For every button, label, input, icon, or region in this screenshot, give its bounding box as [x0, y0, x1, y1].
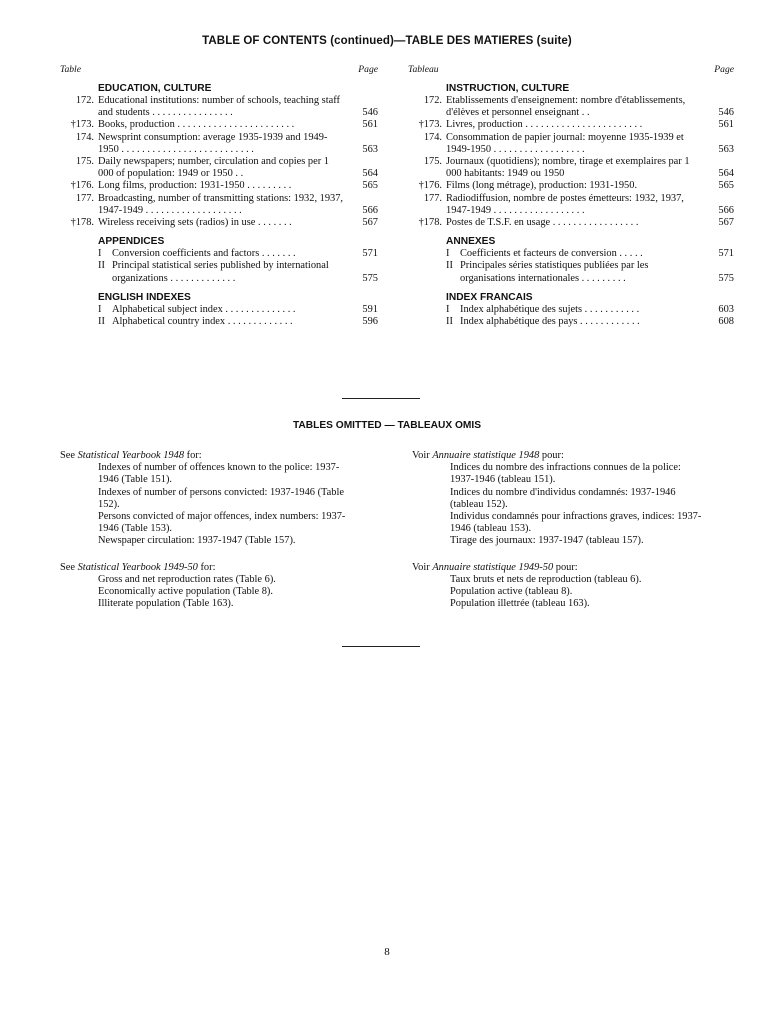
entry-page: 575	[718, 272, 734, 284]
entry-number: II	[446, 316, 453, 328]
toc-entry	[60, 217, 378, 229]
entry-page: 603	[718, 303, 734, 315]
toc-entry	[408, 132, 734, 156]
entry-number: 174.	[75, 131, 94, 143]
toc-entry	[408, 119, 734, 131]
entry-title: Index alphabétique des sujets . . . . . . . . . . .	[460, 303, 640, 315]
entry-number: II	[446, 260, 453, 272]
toc-entry	[408, 316, 734, 328]
toc-section	[60, 82, 378, 229]
entry-title: Conversion coefficients and factors . . . . . . .	[112, 248, 296, 260]
entry-number: †178.	[70, 217, 94, 229]
entry-title: Wireless receiving sets (radios) in use . . . . . . .	[98, 217, 292, 229]
entry-page: 566	[362, 204, 378, 216]
omitted-intro	[412, 562, 702, 574]
entry-number: 175.	[423, 156, 442, 168]
entry-title: Index alphabétique des pays . . . . . . . . . . . .	[460, 316, 640, 328]
toc-entry	[408, 95, 734, 119]
entry-title: Alphabetical subject index . . . . . . . . . . . . . .	[112, 303, 296, 315]
toc-entry	[60, 316, 378, 328]
toc-entry	[60, 248, 378, 260]
section-title: INSTRUCTION, CULTURE	[446, 83, 570, 94]
entry-number: †173.	[70, 119, 94, 131]
entry-number: 174.	[423, 131, 442, 143]
entry-number: I	[446, 303, 450, 315]
omitted-group	[60, 450, 350, 548]
toc-entry	[60, 304, 378, 316]
entry-number: II	[98, 260, 105, 272]
entry-number: †178.	[418, 217, 442, 229]
section-title: EDUCATION, CULTURE	[98, 83, 212, 94]
entry-page: 566	[718, 204, 734, 216]
page-number: 8	[384, 946, 390, 958]
entry-page: 563	[362, 143, 378, 155]
toc-section	[60, 291, 378, 328]
toc-entry	[60, 193, 378, 217]
omitted-list-english	[60, 450, 350, 624]
omitted-intro	[60, 562, 350, 574]
omitted-item: Population active (tableau 8).	[450, 586, 573, 598]
omitted-item: Individus condamnés pour infractions graves, indices: 1937-1946 (tableau 153).	[450, 511, 702, 535]
entry-page: 561	[718, 119, 734, 131]
entry-title: Consommation de papier journal: moyenne 1935-1939 et 1949-1950 . . . . . . . . . . . . . . . . . .	[446, 131, 684, 155]
omitted-item: Population illettrée (tableau 163).	[450, 598, 590, 610]
entry-page: 565	[718, 180, 734, 192]
omitted-item: Indexes of number of persons convicted: 1937-1946 (Table 152).	[98, 486, 344, 510]
entry-number: I	[98, 303, 102, 315]
intro-text: pour:	[553, 561, 578, 573]
omitted-list-french	[412, 450, 702, 624]
entry-page: 571	[718, 248, 734, 260]
entry-title: Journaux (quotidiens); nombre, tirage et exemplaires par 1 000 habitants: 1949 ou 1950	[446, 156, 690, 180]
entry-number: †176.	[418, 180, 442, 192]
entry-title: Alphabetical country index . . . . . . . . . . . . .	[112, 316, 293, 328]
entry-number: II	[98, 316, 105, 328]
entry-title: Long films, production: 1931-1950 . . . . . . . . .	[98, 180, 292, 192]
entry-page: 575	[362, 272, 378, 284]
entry-number: †173.	[418, 119, 442, 131]
intro-text: See	[60, 561, 78, 573]
entry-title: Postes de T.S.F. en usage . . . . . . . . . . . . . . . . .	[446, 217, 639, 229]
entry-number: 177.	[423, 192, 442, 204]
page-label: Page	[714, 64, 734, 75]
entry-title: Newsprint consumption: average 1935-1939 and 1949-1950 . . . . . . . . . . . . . . . . . . . . . . . . . .	[98, 131, 328, 155]
omitted-intro	[60, 450, 350, 462]
entry-title: Daily newspapers; number, circulation and copies per 1 000 of population: 1949 or 1950 . .	[98, 156, 329, 180]
intro-text: for:	[184, 450, 202, 461]
toc-section	[408, 291, 734, 328]
entry-number: I	[98, 248, 102, 260]
omitted-group	[60, 562, 350, 611]
omitted-item: Economically active population (Table 8).	[98, 586, 273, 598]
entry-title: Livres, production . . . . . . . . . . . . . . . . . . . . . . .	[446, 119, 643, 131]
toc-entry	[60, 156, 378, 180]
entry-title: Principal statistical series published by international organizations . . . . . . . . . . . . .	[112, 260, 329, 284]
omitted-item: Indices du nombre d'individus condamnés: 1937-1946 (tableau 152).	[450, 486, 676, 510]
toc-entry	[408, 304, 734, 316]
entry-page: 565	[362, 180, 378, 192]
entry-title: Broadcasting, number of transmitting stations: 1932, 1937, 1947-1949 . . . . . . . . . . . . . . . . . . .	[98, 192, 344, 216]
toc-entry	[60, 180, 378, 192]
entry-number: I	[446, 248, 450, 260]
entry-page: 591	[362, 303, 378, 315]
toc-entry	[408, 248, 734, 260]
toc-entry	[408, 217, 734, 229]
intro-text: Voir	[412, 561, 433, 573]
entry-page: 564	[362, 168, 378, 180]
toc-section	[408, 82, 734, 229]
entry-title: Principales séries statistiques publiées par les organisations internationales . . . . . . . . .	[460, 260, 649, 284]
omitted-item: Illiterate population (Table 163).	[98, 598, 234, 610]
toc-entry	[408, 193, 734, 217]
entry-page: 567	[362, 217, 378, 229]
entry-number: 172.	[75, 95, 94, 106]
intro-text: pour:	[539, 450, 564, 461]
yearbook-title: Statistical Yearbook 1949-50	[77, 561, 198, 573]
toc-column-french	[408, 64, 734, 334]
entry-title: Etablissements d'enseignement: nombre d'établissements, d'élèves et personnel enseignant . .	[446, 95, 686, 119]
intro-text: Voir	[412, 450, 433, 461]
omitted-item: Taux bruts et nets de reproduction (tableau 6).	[450, 573, 642, 585]
page-title: TABLE OF CONTENTS (continued)—TABLE DES MATIERES (suite)	[202, 35, 572, 47]
entry-title: Books, production . . . . . . . . . . . . . . . . . . . . . . .	[98, 119, 295, 131]
toc-entry	[408, 260, 734, 284]
column-header	[408, 64, 734, 82]
yearbook-title: Statistical Yearbook 1948	[77, 450, 185, 461]
toc-column-english	[60, 64, 378, 334]
table-label: Tableau	[408, 64, 439, 75]
entry-number: 175.	[75, 156, 94, 168]
entry-title: Radiodiffusion, nombre de postes émetteurs: 1932, 1937, 1947-1949 . . . . . . . . . . . . . . . . . .	[446, 192, 684, 216]
omitted-item: Tirage des journaux: 1937-1947 (tableau 157).	[450, 535, 644, 547]
section-title: INDEX FRANCAIS	[446, 291, 533, 303]
yearbook-title: Annuaire statistique 1948	[432, 450, 540, 461]
toc-entry	[60, 132, 378, 156]
entry-number: 177.	[75, 192, 94, 204]
entry-page: 608	[718, 316, 734, 328]
omitted-intro	[412, 450, 702, 462]
section-title: ENGLISH INDEXES	[98, 291, 191, 303]
page-label: Page	[358, 64, 378, 75]
toc-entry	[60, 95, 378, 119]
entry-number: 172.	[423, 95, 442, 106]
toc-entry	[408, 180, 734, 192]
entry-page: 546	[362, 107, 378, 119]
entry-number: †176.	[70, 180, 94, 192]
intro-text: See	[60, 450, 78, 461]
yearbook-title: Annuaire statistique 1949-50	[432, 561, 554, 573]
column-header	[60, 64, 378, 82]
entry-title: Coefficients et facteurs de conversion . . . . .	[460, 248, 643, 260]
omitted-item: Persons convicted of major offences, index numbers: 1937-1946 (Table 153).	[98, 511, 346, 535]
entry-page: 546	[718, 107, 734, 119]
divider-rule	[342, 646, 420, 647]
omitted-item: Indices du nombre des infractions connues de la police: 1937-1946 (tableau 151).	[450, 462, 681, 486]
toc-section	[60, 235, 378, 285]
entry-title: Films (long métrage), production: 1931-1950.	[446, 180, 638, 192]
toc-sections	[408, 82, 734, 328]
toc-entry	[60, 119, 378, 131]
intro-text: for:	[197, 561, 216, 573]
entry-page: 561	[362, 119, 378, 131]
toc-sections	[60, 82, 378, 328]
entry-page: 564	[718, 168, 734, 180]
toc-entry	[60, 260, 378, 284]
omitted-item: Gross and net reproduction rates (Table 6).	[98, 573, 276, 585]
entry-page: 571	[362, 248, 378, 260]
entry-page: 596	[362, 316, 378, 328]
section-title: APPENDICES	[98, 236, 165, 248]
omitted-item: Indexes of number of offences known to the police: 1937-1946 (Table 151).	[98, 462, 340, 486]
omitted-item: Newspaper circulation: 1937-1947 (Table 157).	[98, 535, 296, 547]
table-label: Table	[60, 64, 81, 75]
omitted-group	[412, 450, 702, 548]
entry-title: Educational institutions: number of schools, teaching staff and students . . . . . . . . . . . . . . . .	[98, 95, 340, 119]
entry-page: 563	[718, 143, 734, 155]
entry-page: 567	[718, 217, 734, 229]
toc-section	[408, 235, 734, 285]
section-title: ANNEXES	[446, 236, 496, 248]
toc-entry	[408, 156, 734, 180]
omitted-group	[412, 562, 702, 611]
divider-rule	[342, 398, 420, 399]
omitted-title: TABLES OMITTED — TABLEAUX OMIS	[292, 420, 482, 431]
